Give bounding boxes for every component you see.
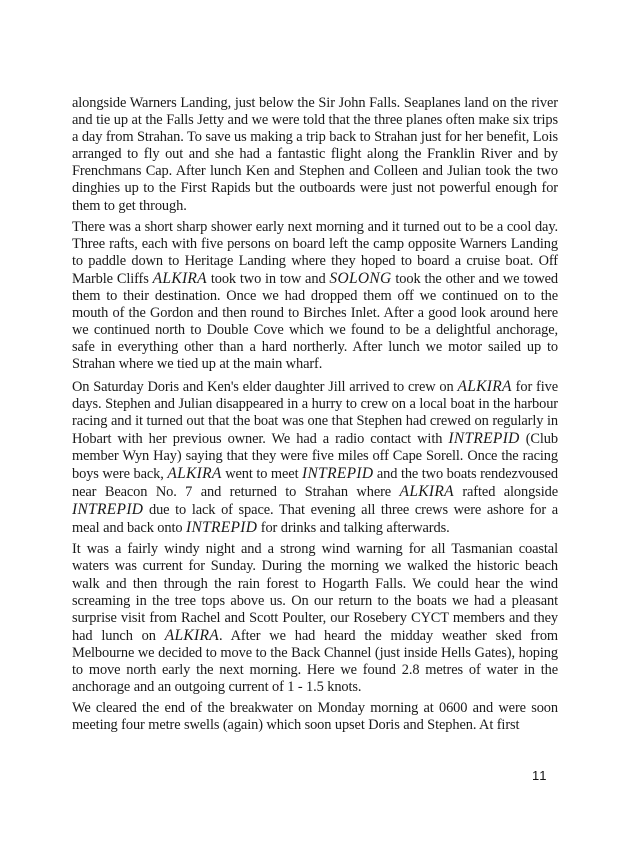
paragraph (72, 378, 558, 538)
text-run: It was a fairly windy night and a strong wind warning for all Tasmanian coastal waters was current for Sunday. During the morning we walked the historic beach walk and then through the rain forest to Hogarth Falls. We could hear the wind screaming in the tree tops above us. On our return to the boats we had a pleasant surprise visit from Rachel and Scott Poulter, our Rosebery CYCT members and they had lunch on (72, 541, 558, 644)
text-run: took the other and we towed them to their destination. Once we had dropped them off we continued on to the mouth of the Gordon and then round to Birches Inlet. After a good look around here we continued north to Double Cove which we found to be a delightful anchorage, safe in everything other than a hard northerly. After lunch we motor sailed up to Strahan where we tied up at the main wharf. (72, 270, 559, 373)
paragraph (72, 541, 558, 696)
boat-name: INTREPID (302, 464, 374, 482)
boat-name: INTREPID (448, 429, 520, 447)
paragraph (72, 219, 558, 374)
text-run: (Club member Wyn Hay) saying that they were five miles off Cape Sorell. Once the racing boys were back, (72, 430, 558, 482)
page-number: 11 (532, 768, 548, 783)
text-run: for five days. Stephen and Julian disappeared in a hurry to crew on a local boat in the harbour racing and it turned out that the boat was one that Stephen had crewed on regularly in Hobart with her previous owner. We had a radio contact with (72, 378, 558, 447)
body-text (72, 95, 558, 738)
paragraph (72, 700, 558, 734)
text-run: for drinks and talking afterwards. (257, 520, 450, 537)
text-run: rafted alongside (453, 484, 558, 501)
text-run: . After we had heard the midday weather sked from Melbourne we decided to move to the Back Channel (just inside Hells Gates), hoping to move north early the next morning. Here we found 2.8 metres of water in the anchorage and an outgoing current of 1 - 1.5 knots. (72, 627, 559, 696)
text-run: We cleared the end of the breakwater on Monday morning at 0600 and were soon meeting four metre swells (again) which soon upset Doris and Stephen. At first (72, 700, 558, 734)
text-run: There was a short sharp shower early next morning and it turned out to be a cool day. Three rafts, each with five persons on board left the camp opposite Warners Landing to paddle down to Heritage Landing where they hoped to board a cruise boat. Off Marble Cliffs (72, 218, 558, 287)
text-run: due to lack of space. That evening all three crews were ashore for a meal and back onto (72, 502, 558, 537)
boat-name: INTREPID (72, 501, 144, 519)
paragraph (72, 95, 558, 215)
text-run: and the two boats rendezvoused near Beacon No. 7 and returned to Strahan where (72, 465, 558, 501)
text-run: went to meet (221, 465, 303, 482)
boat-name: ALKIRA (164, 626, 220, 644)
text-run: took two in tow and (206, 270, 330, 287)
boat-name: SOLONG (329, 269, 392, 287)
boat-name: ALKIRA (457, 377, 512, 395)
boat-name: ALKIRA (167, 464, 222, 482)
text-run: On Saturday Doris and Ken's elder daughter Jill arrived to crew on (72, 378, 458, 395)
boat-name: INTREPID (185, 519, 258, 537)
boat-name: ALKIRA (399, 483, 454, 501)
boat-name: ALKIRA (152, 269, 207, 287)
text-run: alongside Warners Landing, just below the Sir John Falls. Seaplanes land on the river and tie up at the Falls Jetty and we were told that the three planes often make six trips a day from Strahan. To save us making a trip back to Strahan just for her benefit, Lois arranged to fly out and she had a fantastic flight along the Franklin River and by Frenchmans Cap. After lunch Ken and Stephen and Colleen and Julian took the two dinghies up to the First Rapids but the outboards were just not powerful enough for them to get through. (72, 95, 558, 214)
